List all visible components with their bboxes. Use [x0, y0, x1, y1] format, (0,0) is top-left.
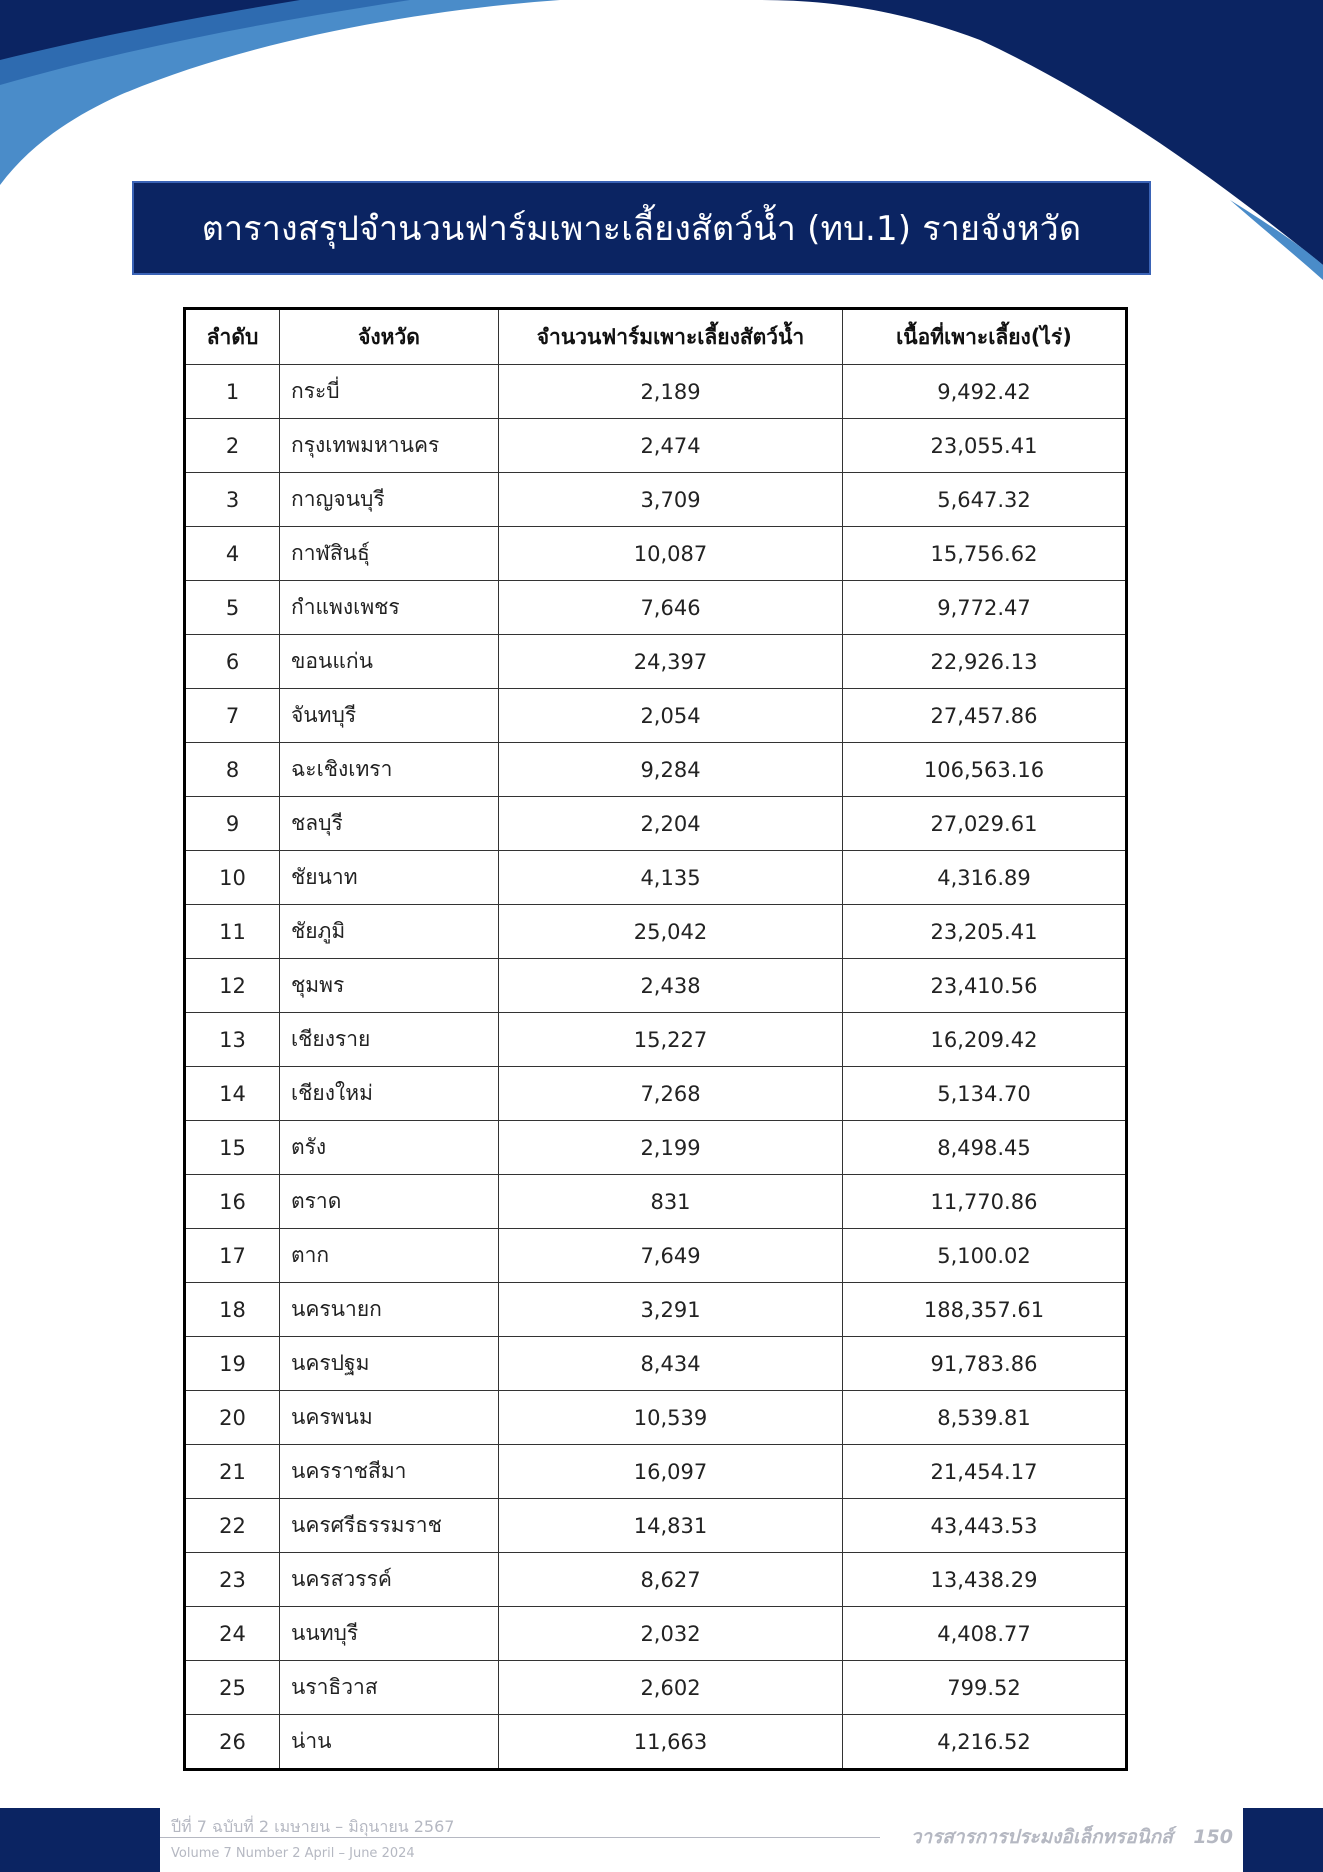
cell-area-rai: 27,457.86: [843, 689, 1127, 743]
cell-farm-count: 3,709: [499, 473, 843, 527]
header-province: จังหวัด: [280, 309, 499, 365]
cell-order: 16: [185, 1175, 280, 1229]
cell-area-rai: 5,134.70: [843, 1067, 1127, 1121]
cell-area-rai: 4,408.77: [843, 1607, 1127, 1661]
cell-farm-count: 7,268: [499, 1067, 843, 1121]
cell-order: 7: [185, 689, 280, 743]
table-row: [185, 365, 1127, 419]
cell-order: 22: [185, 1499, 280, 1553]
cell-province: นครปฐม: [280, 1337, 499, 1391]
cell-order: 8: [185, 743, 280, 797]
cell-order: 25: [185, 1661, 280, 1715]
cell-farm-count: 2,199: [499, 1121, 843, 1175]
footer-issue-thai: ปีที่ 7 ฉบับที่ 2 เมษายน – มิถุนายน 2567: [171, 1817, 455, 1836]
cell-area-rai: 23,205.41: [843, 905, 1127, 959]
cell-area-rai: 4,316.89: [843, 851, 1127, 905]
header-farm-count: จำนวนฟาร์มเพาะเลี้ยงสัตว์น้ำ: [499, 309, 843, 365]
table-row: [185, 1499, 1127, 1553]
cell-province: นครนายก: [280, 1283, 499, 1337]
cell-area-rai: 13,438.29: [843, 1553, 1127, 1607]
footer-journal-name: วารสารการประมงอิเล็กทรอนิกส์: [910, 1826, 1173, 1848]
cell-farm-count: 25,042: [499, 905, 843, 959]
cell-farm-count: 7,649: [499, 1229, 843, 1283]
cell-farm-count: 2,474: [499, 419, 843, 473]
farm-summary-table: [183, 307, 1128, 1771]
cell-province: ฉะเชิงเทรา: [280, 743, 499, 797]
cell-order: 10: [185, 851, 280, 905]
cell-province: เชียงใหม่: [280, 1067, 499, 1121]
cell-farm-count: 8,627: [499, 1553, 843, 1607]
table-row: [185, 689, 1127, 743]
cell-province: ชัยภูมิ: [280, 905, 499, 959]
cell-province: กระบี่: [280, 365, 499, 419]
cell-province: กำแพงเพชร: [280, 581, 499, 635]
table-row: [185, 1283, 1127, 1337]
table-row: [185, 1067, 1127, 1121]
cell-farm-count: 16,097: [499, 1445, 843, 1499]
table-row: [185, 851, 1127, 905]
table-row: [185, 1607, 1127, 1661]
cell-farm-count: 2,204: [499, 797, 843, 851]
table-row: [185, 1715, 1127, 1770]
cell-area-rai: 11,770.86: [843, 1175, 1127, 1229]
table-row: [185, 1229, 1127, 1283]
cell-area-rai: 8,498.45: [843, 1121, 1127, 1175]
cell-province: ขอนแก่น: [280, 635, 499, 689]
cell-province: ชุมพร: [280, 959, 499, 1013]
cell-province: นครสวรรค์: [280, 1553, 499, 1607]
cell-province: ชัยนาท: [280, 851, 499, 905]
table-title-banner: [132, 181, 1151, 275]
cell-order: 9: [185, 797, 280, 851]
cell-order: 11: [185, 905, 280, 959]
cell-province: นราธิวาส: [280, 1661, 499, 1715]
cell-province: กรุงเทพมหานคร: [280, 419, 499, 473]
cell-area-rai: 5,100.02: [843, 1229, 1127, 1283]
table-row: [185, 1121, 1127, 1175]
cell-order: 6: [185, 635, 280, 689]
cell-order: 17: [185, 1229, 280, 1283]
cell-order: 13: [185, 1013, 280, 1067]
cell-province: เชียงราย: [280, 1013, 499, 1067]
cell-area-rai: 22,926.13: [843, 635, 1127, 689]
cell-area-rai: 106,563.16: [843, 743, 1127, 797]
cell-order: 23: [185, 1553, 280, 1607]
cell-order: 12: [185, 959, 280, 1013]
cell-province: นครศรีธรรมราช: [280, 1499, 499, 1553]
cell-province: นครราชสีมา: [280, 1445, 499, 1499]
cell-province: น่าน: [280, 1715, 499, 1770]
cell-province: ตราด: [280, 1175, 499, 1229]
cell-farm-count: 10,087: [499, 527, 843, 581]
cell-farm-count: 2,602: [499, 1661, 843, 1715]
cell-farm-count: 11,663: [499, 1715, 843, 1770]
cell-area-rai: 799.52: [843, 1661, 1127, 1715]
cell-order: 20: [185, 1391, 280, 1445]
table-row: [185, 473, 1127, 527]
table-row: [185, 743, 1127, 797]
cell-order: 3: [185, 473, 280, 527]
table-row: [185, 419, 1127, 473]
cell-area-rai: 5,647.32: [843, 473, 1127, 527]
cell-province: จันทบุรี: [280, 689, 499, 743]
cell-area-rai: 23,410.56: [843, 959, 1127, 1013]
cell-order: 4: [185, 527, 280, 581]
footer-journal: [911, 1822, 1233, 1852]
cell-farm-count: 2,054: [499, 689, 843, 743]
cell-province: กาฬสินธุ์: [280, 527, 499, 581]
table-header-row: [185, 309, 1127, 365]
table-row: [185, 1445, 1127, 1499]
cell-province: นครพนม: [280, 1391, 499, 1445]
table-title: ตารางสรุปจำนวนฟาร์มเพาะเลี้ยงสัตว์น้ำ (ทบ.1) รายจังหวัด: [201, 209, 1082, 249]
cell-area-rai: 27,029.61: [843, 797, 1127, 851]
cell-area-rai: 188,357.61: [843, 1283, 1127, 1337]
footer-issue-english: Volume 7 Number 2 April – June 2024: [171, 1846, 415, 1861]
cell-order: 1: [185, 365, 280, 419]
cell-farm-count: 4,135: [499, 851, 843, 905]
cell-province: ชลบุรี: [280, 797, 499, 851]
cell-order: 19: [185, 1337, 280, 1391]
cell-province: ตาก: [280, 1229, 499, 1283]
table-body: [185, 365, 1127, 1770]
table-row: [185, 1175, 1127, 1229]
cell-order: 2: [185, 419, 280, 473]
cell-province: ตรัง: [280, 1121, 499, 1175]
cell-order: 21: [185, 1445, 280, 1499]
table-row: [185, 1013, 1127, 1067]
table-row: [185, 797, 1127, 851]
cell-order: 14: [185, 1067, 280, 1121]
table-row: [185, 1391, 1127, 1445]
cell-order: 5: [185, 581, 280, 635]
table-row: [185, 1337, 1127, 1391]
cell-province: กาญจนบุรี: [280, 473, 499, 527]
cell-area-rai: 8,539.81: [843, 1391, 1127, 1445]
cell-farm-count: 2,189: [499, 365, 843, 419]
cell-farm-count: 7,646: [499, 581, 843, 635]
table-row: [185, 905, 1127, 959]
cell-farm-count: 10,539: [499, 1391, 843, 1445]
cell-area-rai: 4,216.52: [843, 1715, 1127, 1770]
table-row: [185, 1661, 1127, 1715]
cell-farm-count: 2,438: [499, 959, 843, 1013]
cell-farm-count: 831: [499, 1175, 843, 1229]
cell-order: 15: [185, 1121, 280, 1175]
page-number: 150: [1193, 1826, 1233, 1848]
cell-farm-count: 24,397: [499, 635, 843, 689]
table-row: [185, 635, 1127, 689]
cell-area-rai: 43,443.53: [843, 1499, 1127, 1553]
table-row: [185, 581, 1127, 635]
footer-left-block: [0, 1808, 160, 1872]
cell-area-rai: 91,783.86: [843, 1337, 1127, 1391]
cell-order: 24: [185, 1607, 280, 1661]
cell-farm-count: 2,032: [499, 1607, 843, 1661]
header-order: ลำดับ: [185, 309, 280, 365]
table-row: [185, 959, 1127, 1013]
footer-right-block: [1243, 1808, 1323, 1872]
table-row: [185, 527, 1127, 581]
cell-farm-count: 14,831: [499, 1499, 843, 1553]
cell-order: 18: [185, 1283, 280, 1337]
cell-farm-count: 15,227: [499, 1013, 843, 1067]
cell-farm-count: 3,291: [499, 1283, 843, 1337]
cell-farm-count: 9,284: [499, 743, 843, 797]
header-area-rai: เนื้อที่เพาะเลี้ยง(ไร่): [843, 309, 1127, 365]
cell-farm-count: 8,434: [499, 1337, 843, 1391]
cell-area-rai: 9,772.47: [843, 581, 1127, 635]
cell-order: 26: [185, 1715, 280, 1770]
cell-area-rai: 23,055.41: [843, 419, 1127, 473]
cell-province: นนทบุรี: [280, 1607, 499, 1661]
cell-area-rai: 9,492.42: [843, 365, 1127, 419]
table-row: [185, 1553, 1127, 1607]
cell-area-rai: 21,454.17: [843, 1445, 1127, 1499]
cell-area-rai: 15,756.62: [843, 527, 1127, 581]
cell-area-rai: 16,209.42: [843, 1013, 1127, 1067]
